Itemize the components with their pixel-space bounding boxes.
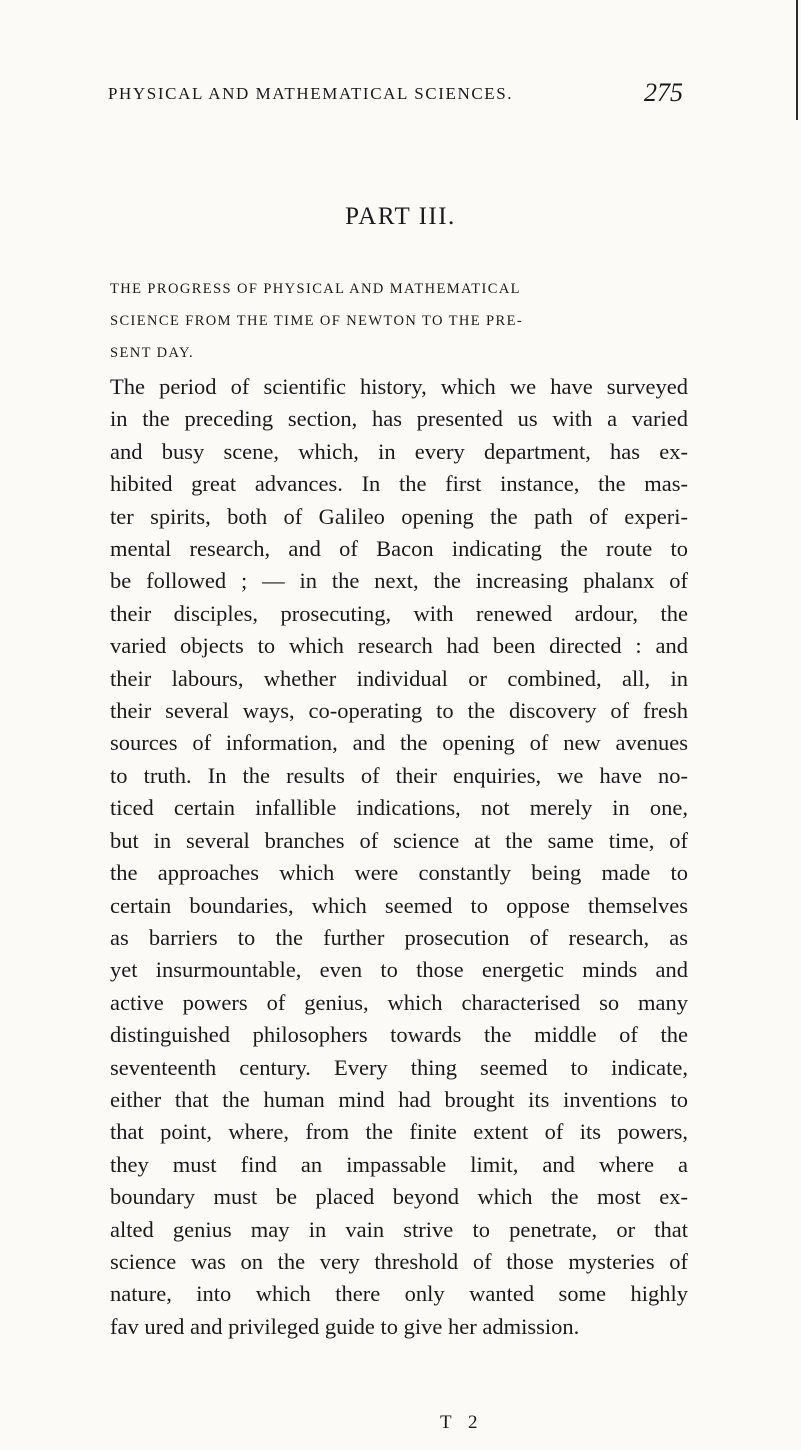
body-line: varied objects to which research had been directed : and	[110, 633, 688, 659]
body-line: to truth. In the results of their enquiries, we have no-	[110, 762, 688, 788]
body-line: ticed certain infallible indications, not merely in one,	[110, 795, 688, 821]
body-line: certain boundaries, which seemed to oppose themselves	[110, 892, 688, 918]
body-line: their several ways, co-operating to the discovery of fresh	[110, 698, 688, 724]
body-line: as barriers to the further prosecution of research, as	[110, 924, 688, 950]
body-line: nature, into which there only wanted some highly	[110, 1281, 688, 1307]
body-line: their labours, whether individual or combined, all, in	[110, 665, 688, 691]
body-line: hibited great advances. In the first instance, the mas-	[110, 471, 688, 497]
body-line: they must find an impassable limit, and where a	[110, 1151, 688, 1177]
body-line: either that the human mind had brought its inventions to	[110, 1086, 688, 1112]
page-edge-line	[796, 0, 798, 120]
body-line: yet insurmountable, even to those energetic minds and	[110, 957, 688, 983]
body-line: The period of scientific history, which we have surveyed	[110, 374, 688, 399]
body-line: boundary must be placed beyond which the most ex-	[110, 1184, 688, 1210]
body-line: and busy scene, which, in every department, has ex-	[110, 438, 688, 464]
body-line: ter spirits, both of Galileo opening the path of experi-	[110, 503, 688, 529]
body-line: the approaches which were constantly being made to	[110, 860, 688, 886]
body-paragraph	[110, 371, 688, 1343]
section-title-line: THE PROGRESS OF PHYSICAL AND MATHEMATICAL	[110, 281, 521, 297]
body-line: sources of information, and the opening of new avenues	[110, 730, 688, 756]
body-line: science was on the very threshold of those mysteries of	[110, 1248, 688, 1274]
body-line: that point, where, from the finite extent of its powers,	[110, 1119, 688, 1145]
part-title: PART III.	[345, 203, 456, 230]
body-line: be followed ; — in the next, the increasing phalanx of	[110, 568, 688, 594]
body-line: mental research, and of Bacon indicating the route to	[110, 536, 688, 562]
section-title-line: SCIENCE FROM THE TIME OF NEWTON TO THE PRE-	[110, 313, 524, 329]
body-line: their disciples, prosecuting, with renewed ardour, the	[110, 600, 688, 626]
body-line: seventeenth century. Every thing seemed to indicate,	[110, 1054, 688, 1080]
body-line: alted genius may in vain strive to penetrate, or that	[110, 1216, 688, 1242]
body-line: distinguished philosophers towards the middle of the	[110, 1022, 688, 1048]
running-header	[108, 78, 683, 112]
body-line: active powers of genius, which characterised so many	[110, 989, 688, 1015]
page-number: 275	[644, 78, 683, 107]
section-title-line: SENT DAY.	[110, 345, 195, 361]
body-line: in the preceding section, has presented us with a varied	[110, 406, 688, 432]
body-line: but in several branches of science at the same time, of	[110, 827, 688, 853]
section-title	[110, 273, 685, 369]
body-line: fav ured and privileged guide to give her admission.	[110, 1313, 580, 1339]
signature-mark: T 2	[440, 1412, 484, 1433]
running-title: PHYSICAL AND MATHEMATICAL SCIENCES.	[108, 84, 514, 103]
